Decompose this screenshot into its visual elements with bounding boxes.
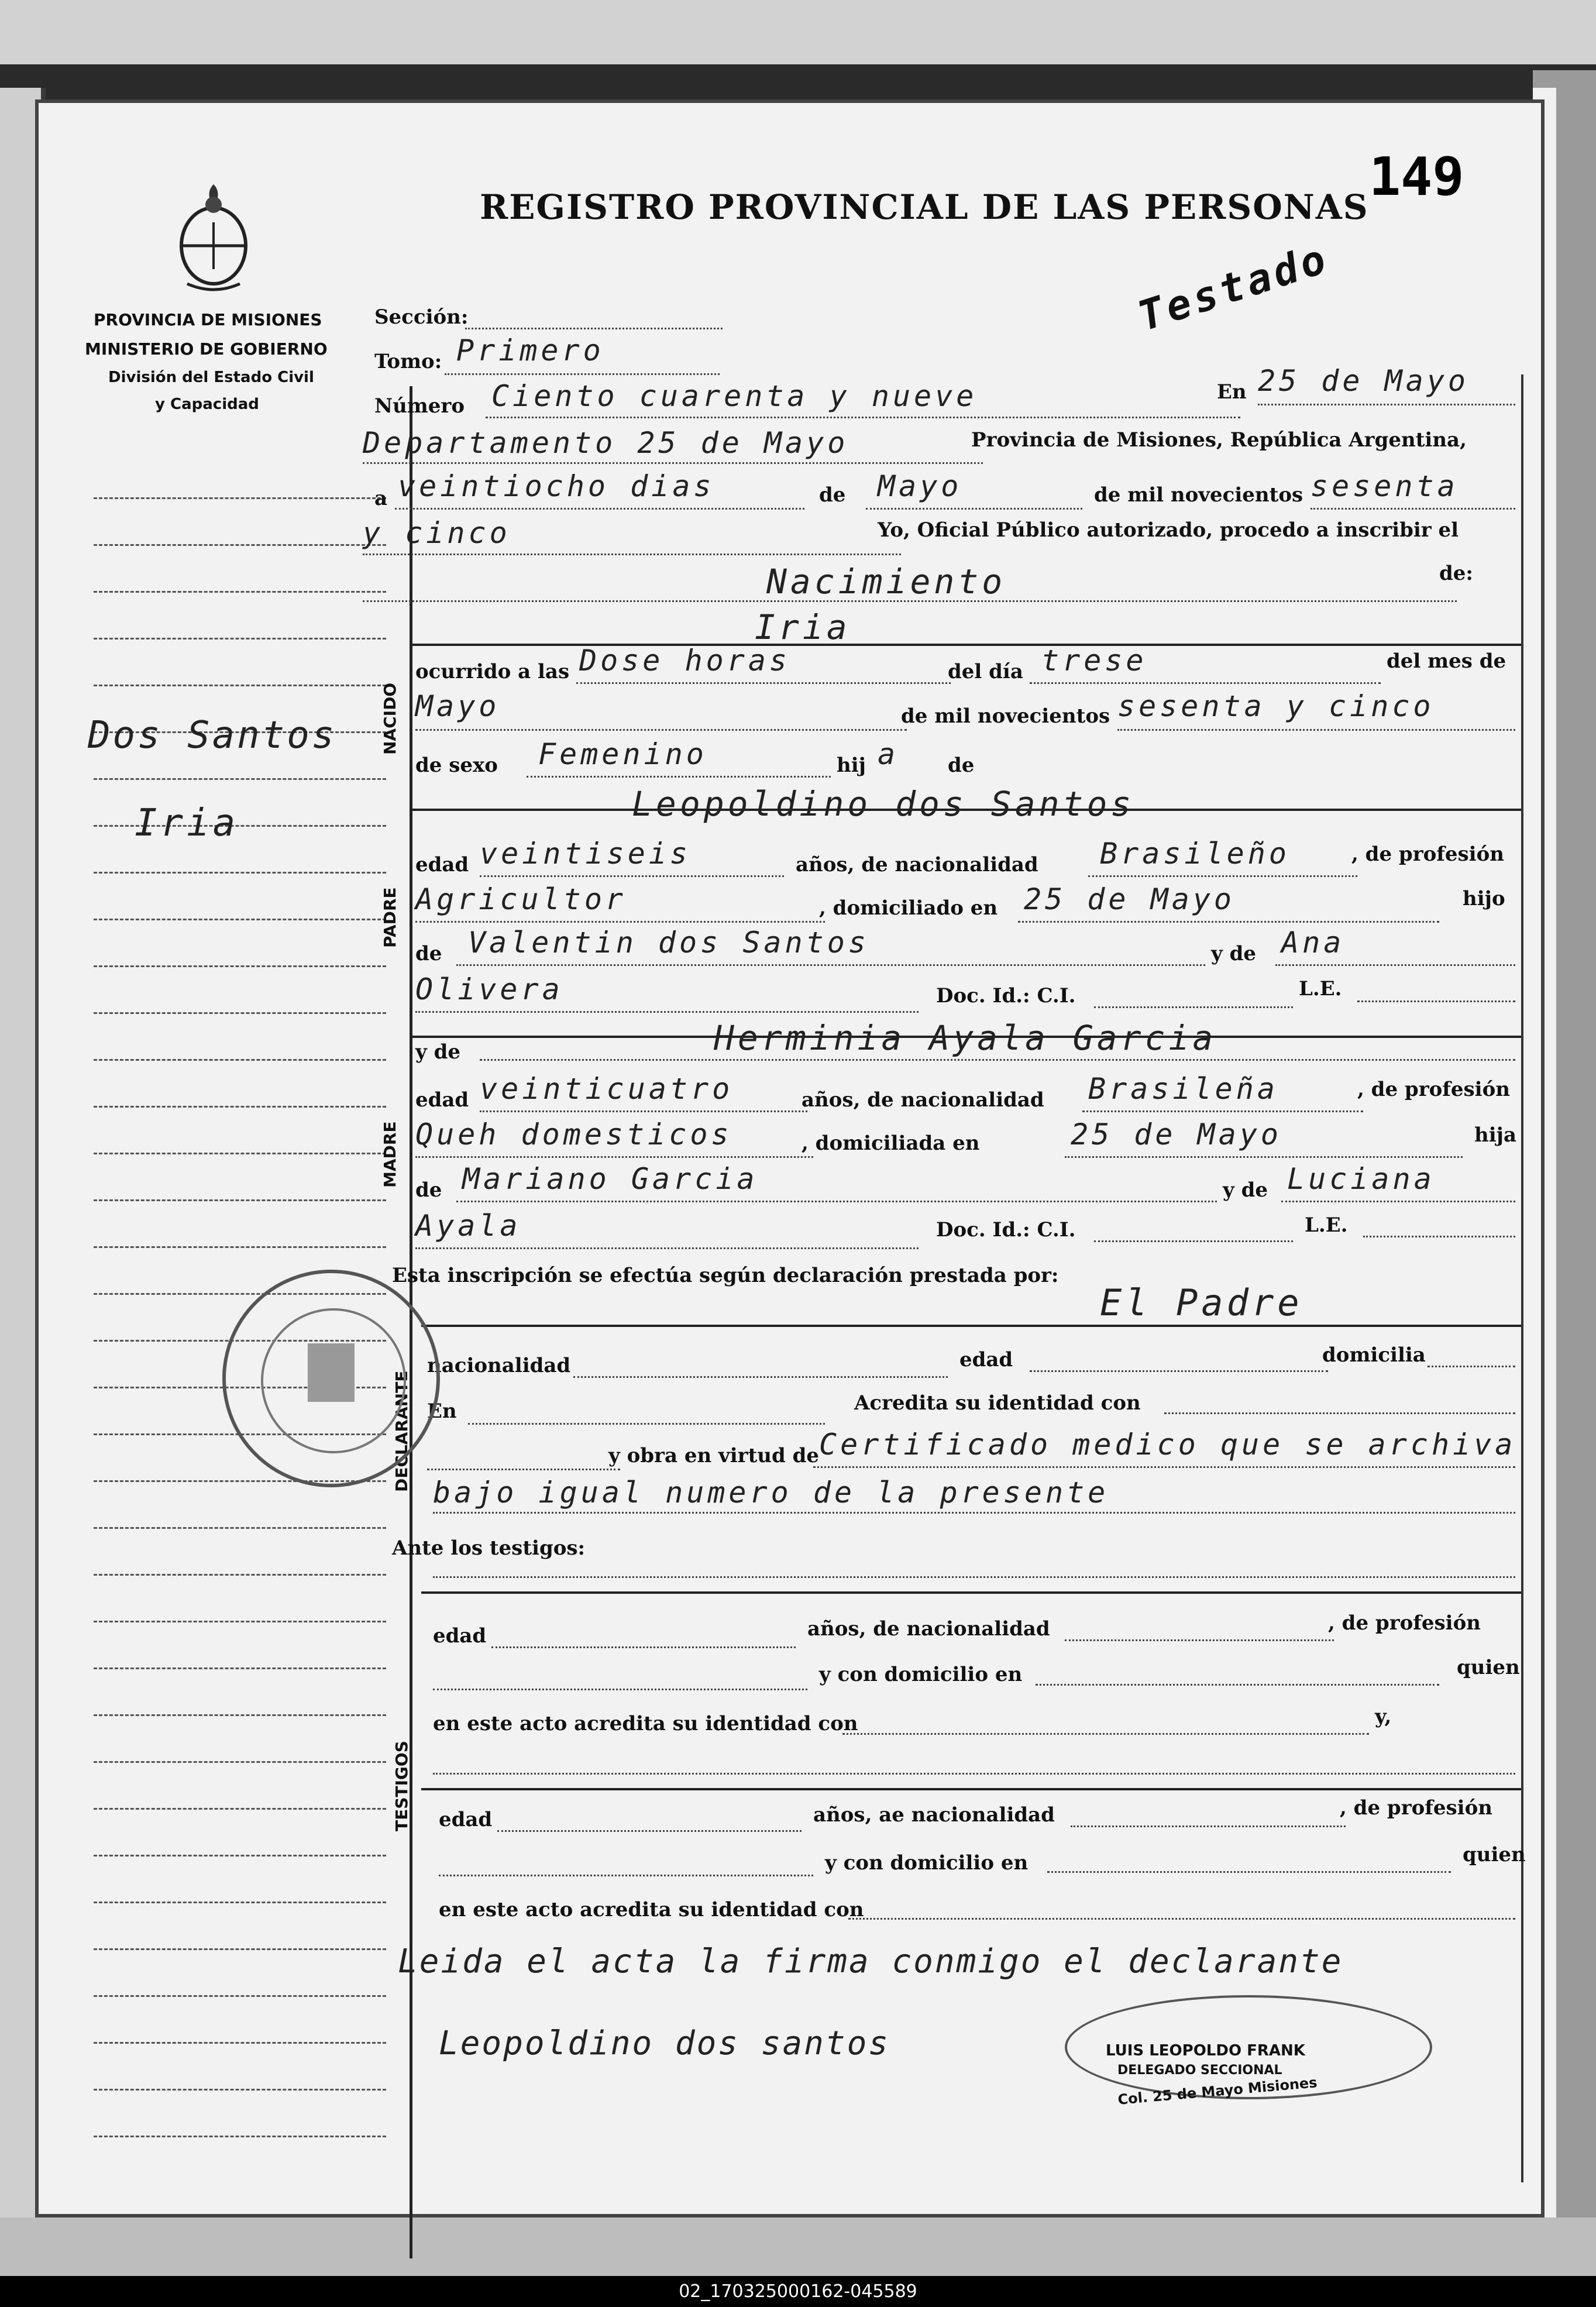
label-de-colon: de: — [1439, 562, 1473, 585]
entry-padre-prof: Agricultor — [415, 882, 627, 916]
entry-madre-padre: Mariano Garcia — [462, 1162, 758, 1196]
label-edad-t2: edad — [439, 1808, 493, 1831]
label-anos-nac-t1: años, de nacionalidad — [807, 1617, 1050, 1641]
label-ocurrido: ocurrido a las — [415, 660, 570, 683]
entry-padre-edad: veintiseis — [480, 837, 692, 871]
label-hijo: hijo — [1463, 887, 1505, 910]
entry-madre-dom: 25 de Mayo — [1071, 1118, 1282, 1151]
entry-padre-madre: Ana — [1281, 926, 1345, 960]
entry-departamento: Departamento 25 de Mayo — [363, 426, 849, 460]
label-tomo: Tomo: — [374, 350, 442, 373]
bottom-edge — [0, 2217, 1596, 2276]
entry-padre-nac: Brasileño — [1100, 837, 1290, 871]
label-edad-madre: edad — [415, 1088, 469, 1112]
label-de-madre: de — [415, 1178, 442, 1202]
label-hija: hija — [1474, 1123, 1516, 1147]
section-nacido: NACIDO — [380, 682, 400, 755]
label-ante-testigos: Ante los testigos: — [392, 1536, 586, 1560]
entry-acto: Nacimiento — [766, 562, 1006, 601]
label-numero: Número — [374, 394, 465, 418]
section-madre: MADRE — [380, 1121, 400, 1188]
document-title: REGISTRO PROVINCIAL DE LAS PERSONAS — [480, 187, 1369, 227]
entry-madre-prof: Queh domesticos — [415, 1118, 732, 1151]
label-domiciliado: , domiciliado en — [819, 896, 998, 920]
label-prof-padre: , de profesión — [1351, 843, 1504, 866]
entry-padre-nombre: Leopoldino dos Santos — [632, 784, 1135, 824]
office-line4: y Capacidad — [155, 396, 259, 413]
label-acredita: Acredita su identidad con — [854, 1391, 1141, 1415]
entry-dia: veintiocho dias — [398, 469, 715, 503]
label-y-de-padre: y de — [1211, 942, 1256, 965]
entry-mes-nac: Mayo — [415, 689, 500, 723]
label-esta-inscripcion: Esta inscripción se efectúa según declaración prestada por: — [392, 1264, 1059, 1287]
entry-tomo: Primero — [456, 333, 604, 367]
section-declarante: DECLARANTE — [392, 1370, 411, 1492]
label-doc-madre: Doc. Id.: C.I. — [936, 1218, 1076, 1242]
label-edad-t1: edad — [433, 1624, 487, 1648]
label-mil-novecientos: de mil novecientos — [1094, 483, 1303, 507]
entry-ano: sesenta — [1310, 469, 1459, 503]
label-en-decl: En — [427, 1400, 457, 1423]
top-edge — [0, 0, 1596, 94]
testado-stamp: Testado — [1132, 233, 1335, 341]
label-del-mes: del mes de — [1387, 649, 1506, 673]
entry-sexo: Femenino — [538, 737, 707, 771]
entry-hij-suffix: a — [878, 737, 899, 771]
label-doc-padre: Doc. Id.: C.I. — [936, 984, 1076, 1008]
label-y-de-madre: y de — [415, 1040, 460, 1064]
office-line3: División del Estado Civil — [108, 369, 314, 386]
label-hij: hij — [837, 754, 866, 777]
label-a: a — [374, 487, 388, 510]
official-location: Col. 25 de Mayo Misiones — [1117, 2074, 1318, 2108]
label-seccion: Sección: — [374, 305, 469, 329]
label-anos-nac-madre: años, de nacionalidad — [802, 1088, 1044, 1112]
label-mil-novecientos-2: de mil novecientos — [901, 704, 1110, 728]
entry-obra2: bajo igual numero de la presente — [433, 1476, 1109, 1510]
label-prof-t2: , de profesión — [1340, 1796, 1492, 1820]
label-edad-padre: edad — [415, 853, 469, 876]
label-anos-nac-t2: años, ae nacionalidad — [813, 1803, 1055, 1827]
office-line2: MINISTERIO DE GOBIERNO — [85, 339, 328, 359]
margin-given-name: Iria — [135, 802, 239, 845]
label-le-padre: L.E. — [1299, 977, 1342, 1000]
label-con-dom-t2: y con domicilio en — [825, 1851, 1029, 1875]
label-anos-nac-padre: años, de nacionalidad — [796, 853, 1038, 876]
entry-hora: Dose horas — [579, 644, 791, 678]
label-domicilia: domicilia — [1322, 1343, 1426, 1367]
entry-obra: Certificado medico que se archiva — [819, 1428, 1516, 1462]
label-y-t1: y, — [1375, 1705, 1392, 1728]
label-yo-oficial: Yo, Oficial Público autorizado, procedo a inscribir el — [878, 518, 1459, 542]
label-quien-t2: quien — [1463, 1843, 1526, 1866]
entry-declarante: El Padre — [1100, 1281, 1303, 1324]
section-testigos: TESTIGOS — [392, 1741, 411, 1831]
round-seal-icon — [222, 1270, 440, 1487]
label-edad-decl: edad — [959, 1348, 1013, 1371]
label-prof-t1: , de profesión — [1328, 1611, 1481, 1635]
label-obra-virtud: y obra en virtud de — [608, 1444, 820, 1467]
argentina-crest-icon — [170, 181, 257, 293]
entry-nombre: Iria — [755, 607, 851, 647]
right-border-line — [1521, 374, 1523, 2182]
entry-padre-padre: Valentin dos Santos — [468, 926, 869, 960]
entry-padre-madre2: Olivera — [415, 972, 563, 1006]
entry-madre-nombre: Herminia Ayala Garcia — [714, 1018, 1217, 1058]
entry-madre-nac: Brasileña — [1088, 1072, 1278, 1106]
entry-madre-madre2: Ayala — [415, 1209, 521, 1243]
label-de: de — [819, 483, 846, 507]
office-line1: PROVINCIA DE MISIONES — [94, 310, 322, 329]
label-y-de-madre2: y de — [1223, 1178, 1268, 1202]
entry-leida: Leida el acta la firma conmigo el declarante — [398, 1942, 1343, 1981]
label-de-padre: de — [415, 942, 442, 965]
label-nacionalidad-decl: nacionalidad — [427, 1354, 571, 1377]
entry-dia-nac: trese — [1041, 644, 1147, 678]
signature-declarante: Leopoldino dos santos — [439, 2024, 890, 2062]
entry-madre-madre: Luciana — [1287, 1162, 1435, 1196]
label-acto-t1: en este acto acredita su identidad con — [433, 1712, 858, 1735]
official-name: LUIS LEOPOLDO FRANK — [1106, 2042, 1305, 2060]
margin-surname: Dos Santos — [88, 714, 337, 757]
label-con-dom-t1: y con domicilio en — [819, 1663, 1023, 1686]
label-en: En — [1217, 380, 1247, 404]
entry-numero: Ciento cuarenta y nueve — [491, 379, 978, 413]
footer-filename: 02_170325000162-045589 — [0, 2276, 1596, 2307]
entry-ano2: y cinco — [363, 516, 511, 550]
official-title: DELEGADO SECCIONAL — [1117, 2063, 1282, 2078]
page-number: 149 — [1369, 146, 1464, 208]
entry-en: 25 de Mayo — [1258, 364, 1470, 398]
label-sexo: de sexo — [415, 754, 498, 777]
entry-mes: Mayo — [878, 469, 962, 503]
entry-ano-nac: sesenta y cinco — [1117, 689, 1435, 723]
label-provincia: Provincia de Misiones, República Argentina, — [971, 428, 1467, 452]
label-quien-t1: quien — [1457, 1656, 1520, 1679]
entry-madre-edad: veinticuatro — [480, 1072, 734, 1106]
entry-padre-dom: 25 de Mayo — [1024, 882, 1236, 916]
label-del-dia: del día — [948, 660, 1023, 683]
certificate-page — [35, 99, 1545, 2217]
label-prof-madre: , de profesión — [1357, 1078, 1510, 1101]
label-le-madre: L.E. — [1305, 1213, 1348, 1237]
label-domiciliada: , domiciliada en — [802, 1132, 980, 1155]
section-padre: PADRE — [380, 887, 400, 948]
label-acto-t2: en este acto acredita su identidad con — [439, 1898, 864, 1921]
label-de-2: de — [948, 754, 975, 777]
